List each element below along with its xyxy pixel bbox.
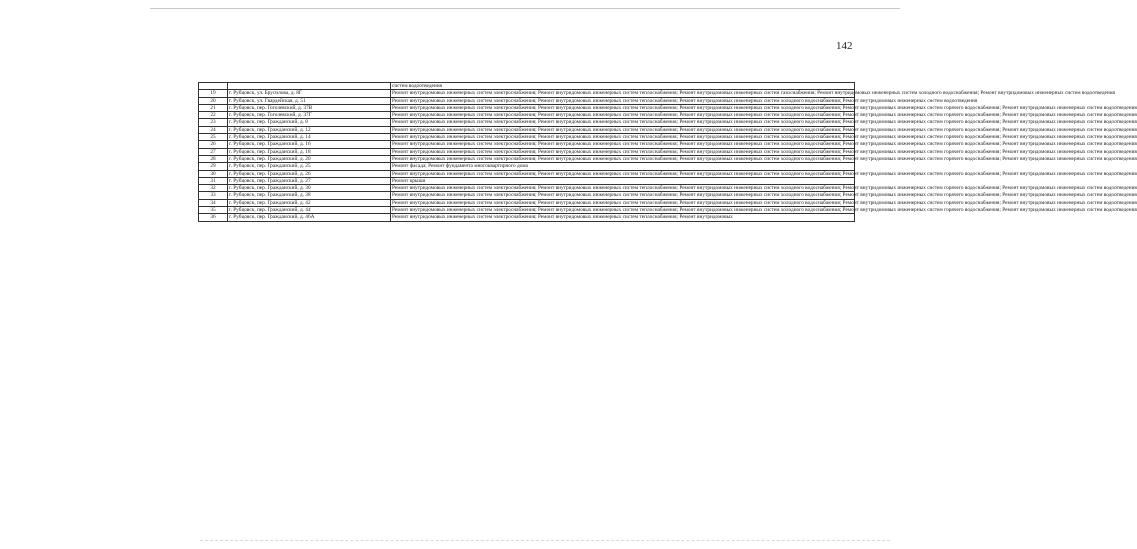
table-body xyxy=(199,83,1137,222)
works-cell: Ремонт внутридомовых инженерных систем электроснабжения; Ремонт внутридомовых инженерных систем теплоснабжения; Ремонт внутридомовых xyxy=(391,214,855,221)
works-cell: Ремонт внутридомовых инженерных систем электроснабжения; Ремонт внутридомовых инженерных систем теплоснабжения; Ремонт внутридомовых инженерных систем холодного водоснабжения; Ремонт внутридомовых инженерных систем горячего водоснабжения; Ремонт внутридомовых инженерных систем водоотведения xyxy=(392,185,1137,192)
works-cell: Ремонт внутридомовых инженерных систем электроснабжения; Ремонт внутридомовых инженерных систем теплоснабжения; Ремонт внутридомовых инженерных систем холодного водоснабжения; Ремонт внутридомовых инженерных систем горячего водоснабжения; Ремонт внутридомовых инженерных систем водоотведения xyxy=(392,155,1137,162)
address-cell: г. Рубцовск, пер. Гражданский, д. 42 xyxy=(228,199,391,206)
address-cell xyxy=(228,83,391,90)
works-cell: Ремонт фасада; Ремонт фундамента многоквартирного дома xyxy=(391,163,855,170)
table-row-continuation xyxy=(199,83,855,90)
works-cell: Ремонт внутридомовых инженерных систем электроснабжения; Ремонт внутридомовых инженерных систем теплоснабжения; Ремонт внутридомовых инженерных систем холодного водоснабжения; Ремонт внутридомовых инженерных систем горячего водоснабжения; Ремонт внутридомовых инженерных систем водоотведения xyxy=(392,170,1137,177)
works-cell: Ремонт внутридомовых инженерных систем электроснабжения; Ремонт внутридомовых инженерных систем теплоснабжения; Ремонт внутридомовых инженерных систем холодного водоснабжения; Ремонт внутридомовых инженерных систем горячего водоснабжения; Ремонт внутридомовых инженерных систем водоотведения xyxy=(392,141,1137,148)
row-number-cell: 19 xyxy=(199,90,228,97)
row-number-cell: 32 xyxy=(199,185,228,192)
address-cell: г. Рубцовск, ул. Гвардейская, д. 51 xyxy=(228,97,391,104)
table-row xyxy=(199,199,855,206)
row-number-cell: 20 xyxy=(199,97,228,104)
works-cell: Ремонт внутридомовых инженерных систем электроснабжения; Ремонт внутридомовых инженерных систем теплоснабжения; Ремонт внутридомовых инженерных систем газоснабжения; Ремонт внутридомовых инженерных систем холодного водоснабжения; Ремонт внутридомовых инженерных систем водоотведения xyxy=(392,90,1115,97)
works-cell: систем водоотведения xyxy=(391,83,855,90)
table-row xyxy=(199,112,855,119)
row-number-cell: 22 xyxy=(199,112,228,119)
table-row xyxy=(199,141,855,148)
row-number-cell: 30 xyxy=(199,170,228,177)
row-number-cell: 31 xyxy=(199,177,228,184)
row-number-cell: 21 xyxy=(199,104,228,111)
row-number-cell: 26 xyxy=(199,141,228,148)
table-row xyxy=(199,126,855,133)
address-cell: г. Рубцовск, пер. Гражданский, д. 26 xyxy=(228,170,391,177)
table-row xyxy=(199,155,855,162)
table-row xyxy=(199,163,855,170)
row-number-cell: 25 xyxy=(199,134,228,141)
scan-edge-top xyxy=(150,8,900,9)
address-cell: г. Рубцовск, пер. Гражданский, д. 16 xyxy=(228,141,391,148)
works-cell: Ремонт внутридомовых инженерных систем электроснабжения; Ремонт внутридомовых инженерных систем теплоснабжения; Ремонт внутридомовых инженерных систем холодного водоснабжения; Ремонт внутридомовых инженерных систем горячего водоснабжения; Ремонт внутридомовых инженерных систем водоотведения xyxy=(392,126,1137,133)
table-row xyxy=(199,134,855,141)
row-number-cell: 33 xyxy=(199,192,228,199)
row-number-cell: 36 xyxy=(199,214,228,221)
table-row xyxy=(199,119,855,126)
address-cell: г. Рубцовск, пер. Гражданский, д. 8 xyxy=(228,119,391,126)
table-row xyxy=(199,185,855,192)
address-cell: г. Рубцовск, пер. Гражданский, д. 27 xyxy=(228,177,391,184)
address-cell: г. Рубцовск, пер. Гражданский, д. 25 xyxy=(228,163,391,170)
row-number-cell: 23 xyxy=(199,119,228,126)
works-cell: Ремонт внутридомовых инженерных систем электроснабжения; Ремонт внутридомовых инженерных систем теплоснабжения; Ремонт внутридомовых инженерных систем холодного водоснабжения; Ремонт внутридомовых инженерных систем водоотведения xyxy=(392,97,978,104)
works-cell: Ремонт внутридомовых инженерных систем электроснабжения; Ремонт внутридомовых инженерных систем теплоснабжения; Ремонт внутридомовых инженерных систем холодного водоснабжения; Ремонт внутридомовых инженерных систем горячего водоснабжения; Ремонт внутридомовых инженерных систем водоотведения xyxy=(392,199,1137,206)
works-cell: Ремонт внутридомовых инженерных систем электроснабжения; Ремонт внутридомовых инженерных систем теплоснабжения; Ремонт внутридомовых инженерных систем холодного водоснабжения; Ремонт внутридомовых инженерных систем горячего водоснабжения; Ремонт внутридомовых инженерных систем водоотведения xyxy=(392,148,1137,155)
address-cell: г. Рубцовск, пер. Гражданский, д. 30 xyxy=(228,185,391,192)
works-cell: Ремонт внутридомовых инженерных систем электроснабжения; Ремонт внутридомовых инженерных систем теплоснабжения; Ремонт внутридомовых инженерных систем холодного водоснабжения; Ремонт внутридомовых инженерных систем горячего водоснабжения; Ремонт внутридомовых инженерных систем водоотведения xyxy=(392,192,1137,199)
address-cell: г. Рубцовск, ул. Брусилова, д. 8Г xyxy=(228,90,391,97)
repair-register-table xyxy=(198,82,1137,222)
address-cell: г. Рубцовск, пер. Гражданский, д. 12 xyxy=(228,126,391,133)
table-row xyxy=(199,207,855,214)
row-number-cell: 29 xyxy=(199,163,228,170)
works-cell: Ремонт внутридомовых инженерных систем электроснабжения; Ремонт внутридомовых инженерных систем теплоснабжения; Ремонт внутридомовых инженерных систем холодного водоснабжения; Ремонт внутридомовых инженерных систем горячего водоснабжения; Ремонт внутридомовых инженерных систем водоотведения xyxy=(392,134,1137,141)
address-cell: г. Рубцовск, пер. Гражданский, д. 44 xyxy=(228,207,391,214)
works-cell: Ремонт внутридомовых инженерных систем электроснабжения; Ремонт внутридомовых инженерных систем теплоснабжения; Ремонт внутридомовых инженерных систем холодного водоснабжения; Ремонт внутридомовых инженерных систем горячего водоснабжения; Ремонт внутридомовых инженерных систем водоотведения xyxy=(392,119,1137,126)
row-number-cell: 27 xyxy=(199,148,228,155)
row-number-cell xyxy=(199,83,228,90)
row-number-cell: 35 xyxy=(199,207,228,214)
page-number: 142 xyxy=(836,40,853,52)
address-cell: г. Рубцовск, пер. Гоголевский, д. 37Г xyxy=(228,112,391,119)
row-number-cell: 28 xyxy=(199,155,228,162)
table-row xyxy=(199,97,855,104)
table-row xyxy=(199,170,855,177)
table-row xyxy=(199,192,855,199)
works-cell: Ремонт внутридомовых инженерных систем электроснабжения; Ремонт внутридомовых инженерных систем теплоснабжения; Ремонт внутридомовых инженерных систем холодного водоснабжения; Ремонт внутридомовых инженерных систем горячего водоснабжения; Ремонт внутридомовых инженерных систем водоотведения xyxy=(392,207,1137,214)
address-cell: г. Рубцовск, пер. Гражданский, д. 38 xyxy=(228,192,391,199)
table-row xyxy=(199,148,855,155)
table-row xyxy=(199,214,855,221)
table-row xyxy=(199,177,855,184)
address-cell: г. Рубцовск, пер. Гражданский, д. 46А xyxy=(228,214,391,221)
address-cell: г. Рубцовск, пер. Гражданский, д. 20 xyxy=(228,155,391,162)
row-number-cell: 24 xyxy=(199,126,228,133)
works-cell: Ремонт внутридомовых инженерных систем электроснабжения; Ремонт внутридомовых инженерных систем теплоснабжения; Ремонт внутридомовых инженерных систем холодного водоснабжения; Ремонт внутридомовых инженерных систем горячего водоснабжения; Ремонт внутридомовых инженерных систем водоотведения xyxy=(392,104,1137,111)
address-cell: г. Рубцовск, пер. Гражданский, д. 18 xyxy=(228,148,391,155)
address-cell: г. Рубцовск, пер. Гоголевский, д. 37В xyxy=(228,104,391,111)
row-number-cell: 34 xyxy=(199,199,228,206)
works-cell: Ремонт внутридомовых инженерных систем электроснабжения; Ремонт внутридомовых инженерных систем теплоснабжения; Ремонт внутридомовых инженерных систем холодного водоснабжения; Ремонт внутридомовых инженерных систем горячего водоснабжения; Ремонт внутридомовых инженерных систем водоотведения xyxy=(392,112,1137,119)
scan-edge-bottom xyxy=(200,540,890,541)
address-cell: г. Рубцовск, пер. Гражданский, д. 14 xyxy=(228,134,391,141)
works-cell: Ремонт крыши xyxy=(391,177,855,184)
table-row xyxy=(199,90,855,97)
table-row xyxy=(199,104,855,111)
